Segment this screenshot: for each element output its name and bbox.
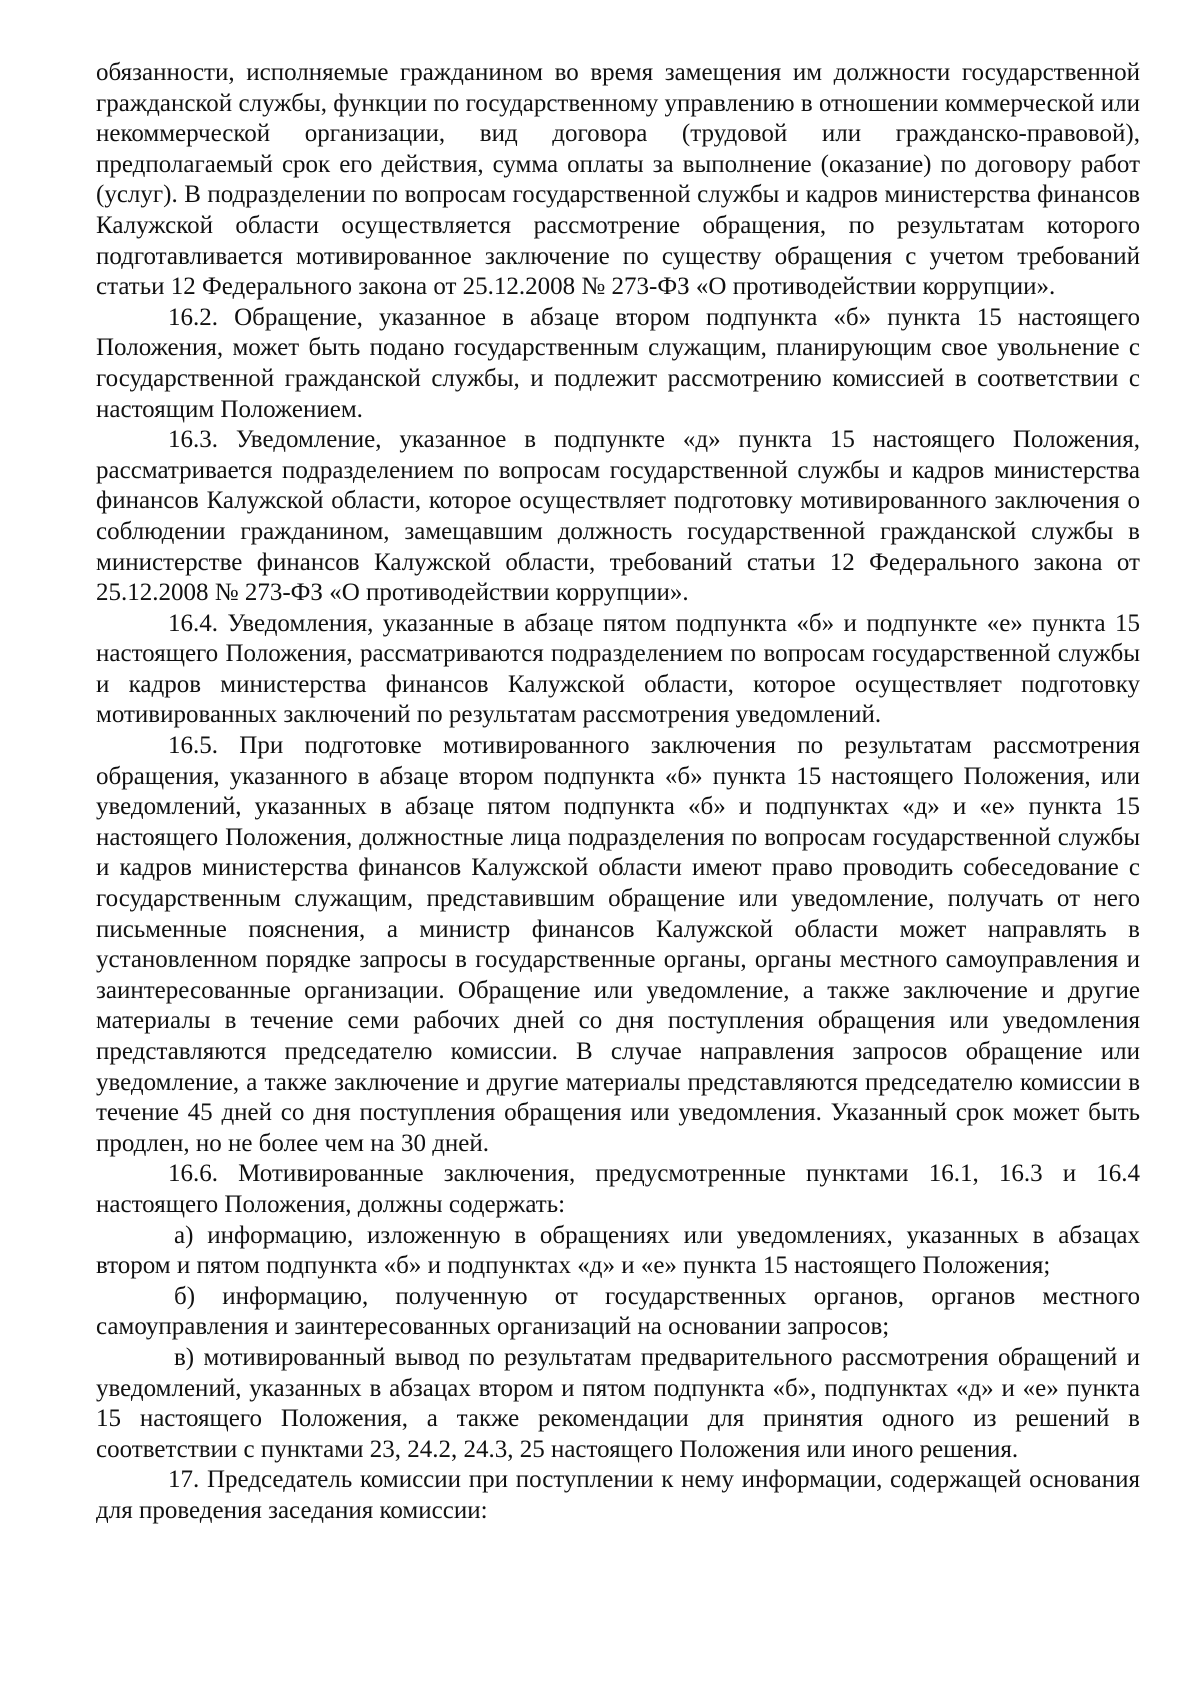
paragraph-16-5: 16.5. При подготовке мотивированного заключения по результатам рассмотрения обращения, указанного в абзаце втором подпункта «б» пункта 15 настоящего Положения, или уведомлений, указанных в абзаце пятом подпункта «б» и подпунктах «д» и «е» пункта 15 настоящего Положения, должностные лица подразделения по вопросам государственной службы и кадров министерства финансов Калужской области имеют право проводить собеседование с государственным служащим, представившим обращение или уведомление, получать от него письменные пояснения, а министр финансов Калужской области может направлять в установленном порядке запросы в государственные органы, органы местного самоуправления и заинтересованные организации. Обращение или уведомление, а также заключение и другие материалы в течение семи рабочих дней со дня поступления обращения или уведомления представляются председателю комиссии. В случае направления запросов обращение или уведомление, а также заключение и другие материалы представляются председателю комиссии в течение 45 дней со дня поступления обращения или уведомления. Указанный срок может быть продлен, но не более чем на 30 дней.	[96, 732, 1140, 1157]
document-page	[96, 58, 1140, 1527]
paragraph-16-1-continuation: обязанности, исполняемые гражданином во время замещения им должности государственной гражданской службы, функции по государственному управлению в отношении коммерческой или некоммерческой организации, вид договора (трудовой или гражданско-правовой), предполагаемый срок его действия, сумма оплаты за выполнение (оказание) по договору работ (услуг). В подразделении по вопросам государственной службы и кадров министерства финансов Калужской области осуществляется рассмотрение обращения, по результатам которого подготавливается мотивированное заключение по существу обращения с учетом требований статьи 12 Федерального закона от 25.12.2008 № 273-ФЗ «О противодействии коррупции».	[96, 59, 1140, 301]
list-item-b: б) информацию, полученную от государственных органов, органов местного самоуправления и заинтересованных организаций на основании запросов;	[96, 1282, 1140, 1341]
paragraph-16-6: 16.6. Мотивированные заключения, предусмотренные пунктами 16.1, 16.3 и 16.4 настоящего Положения, должны содержать:	[96, 1160, 1140, 1218]
paragraph-16-3: 16.3. Уведомление, указанное в подпункте «д» пункта 15 настоящего Положения, рассматривается подразделением по вопросам государственной службы и кадров министерства финансов Калужской области, которое осуществляет подготовку мотивированного заключения о соблюдении гражданином, замещавшим должность государственной гражданской службы в министерстве финансов Калужской области, требований статьи 12 Федерального закона от 25.12.2008 № 273-ФЗ «О противодействии коррупции».	[96, 426, 1140, 607]
list-item-a: а) информацию, изложенную в обращениях или уведомлениях, указанных в абзацах втором и пятом подпункта «б» и подпунктах «д» и «е» пункта 15 настоящего Положения;	[96, 1221, 1140, 1280]
paragraph-16-2: 16.2. Обращение, указанное в абзаце втором подпункта «б» пункта 15 настоящего Положения, может быть подано государственным служащим, планирующим свое увольнение с государственной гражданской службы, и подлежит рассмотрению комиссией в соответствии с настоящим Положением.	[96, 303, 1140, 423]
list-item-v: в) мотивированный вывод по результатам предварительного рассмотрения обращений и уведомлений, указанных в абзацах втором и пятом подпункта «б», подпунктах «д» и «е» пункта 15 настоящего Положения, а также рекомендации для принятия одного из решений в соответствии с пунктами 23, 24.2, 24.3, 25 настоящего Положения или иного решения.	[96, 1343, 1140, 1463]
paragraph-17: 17. Председатель комиссии при поступлении к нему информации, содержащей основания для проведения заседания комиссии:	[96, 1466, 1140, 1524]
paragraph-16-4: 16.4. Уведомления, указанные в абзаце пятом подпункта «б» и подпункте «е» пункта 15 настоящего Положения, рассматриваются подразделением по вопросам государственной службы и кадров министерства финансов Калужской области, которое осуществляет подготовку мотивированных заключений по результатам рассмотрения уведомлений.	[96, 609, 1140, 729]
